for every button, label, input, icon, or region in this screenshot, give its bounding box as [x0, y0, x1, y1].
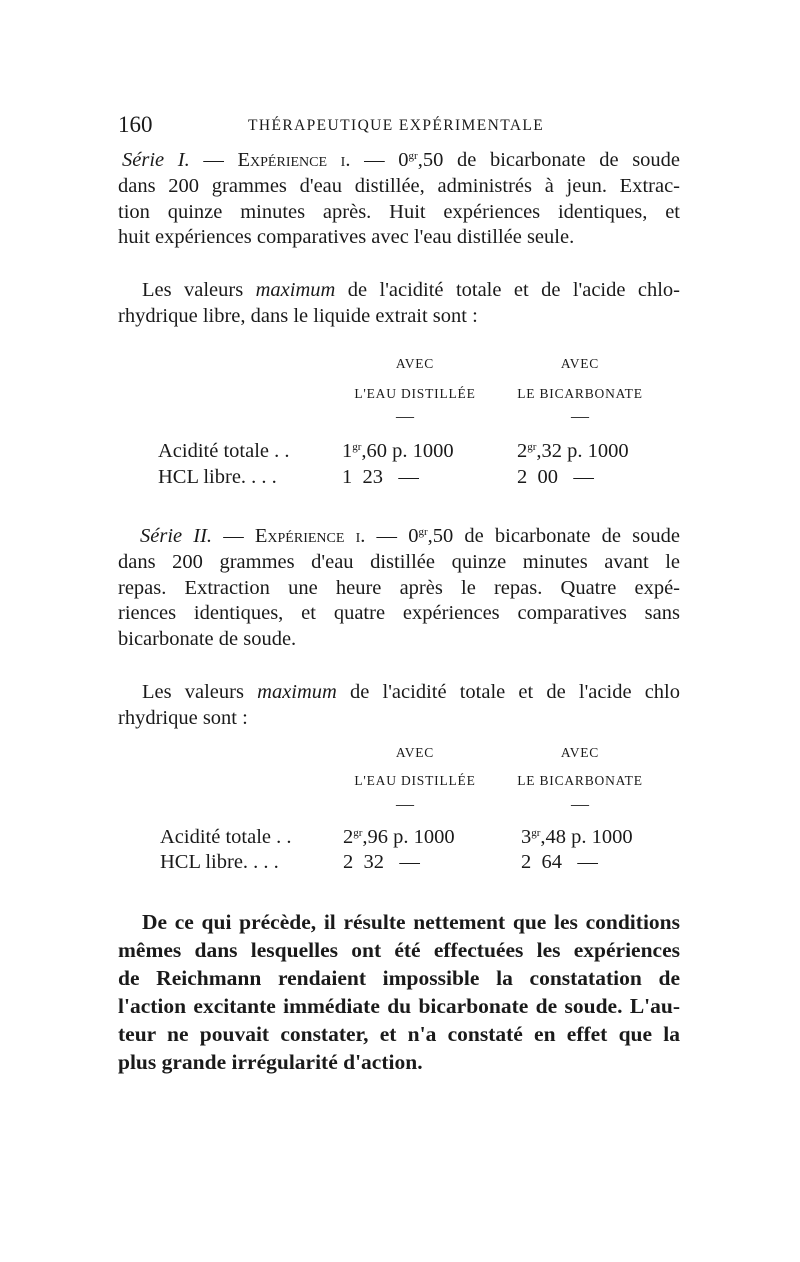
table2-row1-v1-unit: gr — [353, 827, 363, 839]
table2-row2-v1: 2 32 — — [343, 851, 420, 873]
serie2-dose-unit: gr — [418, 526, 428, 538]
conclusion-paragraph — [118, 908, 680, 1076]
table1-row2-label: HCL libre. . . . — [158, 466, 277, 488]
serie1-exp-label: Expérience i. — [237, 149, 351, 171]
table2-row1-v1-int: 2 — [343, 826, 354, 848]
table1-row1-v1-unit: gr — [352, 441, 362, 453]
intro2-line2: rhydrique sont : — [118, 706, 248, 729]
serie2-line3: repas. Extraction une heure après le repas. Quatre expé- — [118, 576, 680, 599]
table2-col2-top: AVEC — [560, 745, 600, 760]
intro1-paragraph — [118, 278, 680, 330]
serie1-dash: — — [189, 149, 238, 171]
table1-row1-v1-dec: ,60 p. 1000 — [361, 440, 454, 462]
table1-row2-v1: 1 23 — — [342, 466, 419, 488]
table2-row1-v2 — [521, 826, 633, 849]
table1-row1-v2-unit: gr — [527, 441, 537, 453]
serie1-dose-int: 0 — [398, 149, 409, 171]
table2-col2-bottom: LE BICARBONATE — [517, 773, 643, 788]
table1-col1-top: AVEC — [395, 356, 435, 371]
intro2-a: Les valeurs — [142, 681, 258, 703]
serie1-label: Série I. — [122, 149, 190, 171]
table1-col2-bottom: LE BICARBONATE — [517, 386, 643, 401]
table2-row1-v2-int: 3 — [521, 826, 532, 848]
table1-row2-v2: 2 00 — — [517, 466, 594, 488]
serie1-dash2: — — [350, 149, 399, 171]
serie1-paragraph — [118, 148, 680, 251]
table2-row2-label: HCL libre. . . . — [160, 851, 279, 873]
page-number: 160 — [118, 112, 153, 137]
table2-row2-v2: 2 64 — — [521, 851, 598, 873]
table2-row1-v1 — [343, 826, 455, 849]
serie1-dose-unit: gr — [408, 150, 418, 162]
serie1-line4: huit expériences comparatives avec l'eau distillée seule. — [118, 226, 575, 249]
intro2-line1 — [118, 680, 680, 706]
table1-row1-label: Acidité totale . . — [158, 440, 290, 462]
serie2-line2: dans 200 grammes d'eau distillée quinze minutes avant le — [118, 550, 680, 573]
serie2-exp-label: Expérience i. — [254, 525, 366, 547]
serie2-paragraph — [118, 524, 680, 653]
conclusion-line4: l'action excitante immédiate du bicarbonate de soude. L'au- — [118, 994, 680, 1018]
intro2-em: maximum — [257, 681, 337, 703]
conclusion-line1 — [118, 908, 680, 936]
serie2-dose-int: 0 — [408, 525, 419, 547]
conclusion-line6: plus grande irrégularité d'action. — [118, 1050, 423, 1074]
table2-col1-top: AVEC — [395, 745, 435, 760]
serie1-line1 — [118, 148, 680, 174]
table2-col1-bottom: L'EAU DISTILLÉE — [354, 773, 476, 788]
serie2-dose-dec: ,50 — [427, 525, 454, 547]
intro1-b: de l'acidité totale et de l'acide chlo- — [335, 279, 681, 301]
conclusion-line3: de Reichmann rendaient impossible la constatation de — [118, 966, 680, 990]
intro1-line1 — [118, 278, 680, 304]
table1-row1-v2-int: 2 — [517, 440, 528, 462]
table1-row1-v2 — [517, 440, 629, 463]
table2-row1-v2-dec: ,48 p. 1000 — [540, 826, 633, 848]
serie1-dose-dec: ,50 — [417, 149, 444, 171]
table1-row1-v2-dec: ,32 p. 1000 — [536, 440, 629, 462]
table1-col1-bottom: L'EAU DISTILLÉE — [354, 386, 476, 401]
serie1-line1-rest: de bicarbonate de soude — [443, 149, 681, 171]
table2-col1-dash: — — [396, 794, 414, 814]
intro1-line2: rhydrique libre, dans le liquide extrait sont : — [118, 304, 478, 327]
serie1-line3: tion quinze minutes après. Huit expériences identiques, et — [118, 200, 680, 223]
serie2-label: Série II. — [140, 525, 213, 547]
running-title: THÉRAPEUTIQUE EXPÉRIMENTALE — [248, 117, 545, 134]
table1-row1-v1-int: 1 — [342, 440, 353, 462]
table1-col2-dash: — — [571, 406, 589, 426]
serie2-line1 — [118, 524, 680, 550]
table2-row1-label: Acidité totale . . — [160, 826, 292, 848]
serie1-line2: dans 200 grammes d'eau distillée, administrés à jeun. Extrac- — [118, 174, 680, 197]
table1-col1-dash: — — [396, 406, 414, 426]
table1-col2-top: AVEC — [560, 356, 600, 371]
intro2-paragraph — [118, 680, 680, 732]
serie2-line5: bicarbonate de soude. — [118, 628, 297, 651]
intro1-a: Les valeurs — [142, 279, 256, 301]
conclusion-line2: mêmes dans lesquelles ont été effectuées les expériences — [118, 938, 680, 962]
conclusion-line1-text: De ce qui précède, il résulte nettement que les conditions — [142, 910, 680, 934]
intro1-em: maximum — [255, 279, 336, 301]
serie2-line4: riences identiques, et quatre expériences comparatives sans — [118, 602, 680, 625]
table2-row1-v2-unit: gr — [531, 827, 541, 839]
intro2-b: de l'acidité totale et de l'acide chlo — [336, 681, 681, 703]
table2-row1-v1-dec: ,96 p. 1000 — [362, 826, 455, 848]
serie2-line1-rest: de bicarbonate de soude — [453, 525, 681, 547]
conclusion-line5: teur ne pouvait constater, et n'a constaté en effet que la — [118, 1022, 680, 1046]
serie2-dash: — — [212, 525, 255, 547]
table1-row1-v1 — [342, 440, 454, 463]
serie2-dash2: — — [365, 525, 409, 547]
table2-col2-dash: — — [571, 794, 589, 814]
